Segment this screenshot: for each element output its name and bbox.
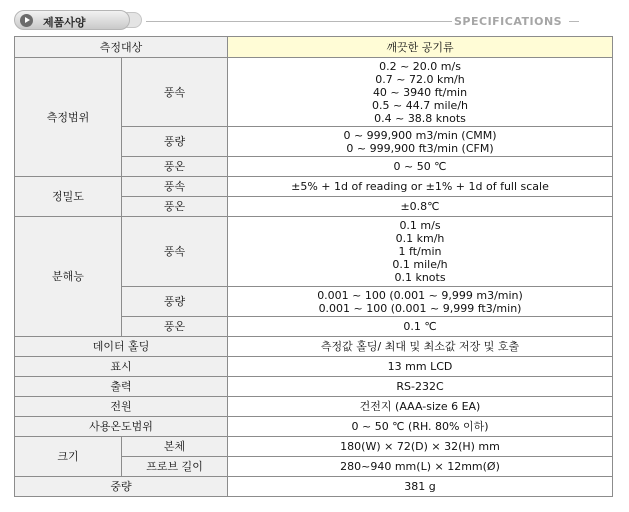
table-row: [15, 477, 613, 497]
value-line: 0.5 ~ 44.7 mile/h: [372, 98, 468, 112]
value-line: 0.7 ~ 72.0 km/h: [375, 72, 465, 86]
spec-table: [14, 36, 613, 497]
output-value: RS-232C: [228, 377, 613, 397]
resolution-label: 분해능: [15, 217, 122, 337]
resolution-wind-speed-label: 풍속: [122, 217, 228, 287]
size-body-value: 180(W) × 72(D) × 32(H) mm: [228, 437, 613, 457]
value-line: 0 ~ 999,900 ft3/min (CFM): [346, 141, 494, 155]
display-value: 13 mm LCD: [228, 357, 613, 377]
size-probe-value: 280~940 mm(L) × 12mm(Ø): [228, 457, 613, 477]
header-divider-end: [569, 21, 579, 22]
table-row: [15, 437, 613, 457]
target-value: 깨끗한 공기류: [228, 37, 613, 58]
output-label: 출력: [15, 377, 228, 397]
tab-product-spec[interactable]: [14, 10, 130, 30]
arrow-right-icon: [20, 14, 33, 27]
range-air-flow-label: 풍량: [122, 127, 228, 157]
range-temperature-label: 풍온: [122, 157, 228, 177]
value-line: 0.2 ~ 20.0 m/s: [379, 59, 461, 73]
table-row: [15, 37, 613, 58]
value-line: 0.001 ~ 100 (0.001 ~ 9,999 ft3/min): [318, 301, 522, 315]
operating-temp-value: 0 ~ 50 ℃ (RH. 80% 이하): [228, 417, 613, 437]
resolution-air-flow-value: [228, 287, 613, 317]
size-probe-label: 프로브 길이: [122, 457, 228, 477]
accuracy-temperature-value: ±0.8℃: [228, 197, 613, 217]
tab-label: 제품사양: [43, 16, 86, 29]
section-title: SPECIFICATIONS: [454, 15, 563, 28]
accuracy-label: 정밀도: [15, 177, 122, 217]
range-label: 측정범위: [15, 58, 122, 177]
size-label: 크기: [15, 437, 122, 477]
value-line: 0.1 knots: [394, 271, 446, 284]
table-row: [15, 177, 613, 197]
resolution-temperature-value: 0.1 ℃: [228, 317, 613, 337]
weight-value: 381 g: [228, 477, 613, 497]
value-line: 1 ft/min: [398, 245, 442, 258]
table-row: [15, 377, 613, 397]
display-label: 표시: [15, 357, 228, 377]
table-row: [15, 58, 613, 127]
table-row: [15, 397, 613, 417]
header-divider: [146, 21, 452, 22]
range-wind-speed-label: 풍속: [122, 58, 228, 127]
range-temperature-value: 0 ~ 50 ℃: [228, 157, 613, 177]
value-line: 0.4 ~ 38.8 knots: [374, 111, 466, 125]
value-line: 0.001 ~ 100 (0.001 ~ 9,999 m3/min): [317, 288, 523, 302]
value-line: 0.1 m/s: [399, 219, 441, 232]
resolution-air-flow-label: 풍량: [122, 287, 228, 317]
data-hold-value: 측정값 홀딩/ 최대 및 최소값 저장 및 호출: [228, 337, 613, 357]
resolution-temperature-label: 풍온: [122, 317, 228, 337]
data-hold-label: 데이터 홀딩: [15, 337, 228, 357]
table-row: [15, 417, 613, 437]
weight-label: 중량: [15, 477, 228, 497]
range-wind-speed-value: [228, 58, 613, 127]
value-line: 0.1 km/h: [395, 232, 445, 245]
power-value: 건전지 (AAA-size 6 EA): [228, 397, 613, 417]
value-line: 0.1 mile/h: [392, 258, 448, 271]
accuracy-wind-speed-value: ±5% + 1d of reading or ±1% + 1d of full scale: [228, 177, 613, 197]
range-air-flow-value: [228, 127, 613, 157]
power-label: 전원: [15, 397, 228, 417]
table-row: [15, 217, 613, 287]
accuracy-temperature-label: 풍온: [122, 197, 228, 217]
size-body-label: 본체: [122, 437, 228, 457]
resolution-wind-speed-value: [228, 217, 613, 287]
value-line: 40 ~ 3940 ft/min: [372, 85, 468, 99]
operating-temp-label: 사용온도범위: [15, 417, 228, 437]
value-line: 0 ~ 999,900 m3/min (CMM): [343, 128, 497, 142]
section-header: [14, 10, 614, 32]
accuracy-wind-speed-label: 풍속: [122, 177, 228, 197]
target-label: 측정대상: [15, 37, 228, 58]
table-row: [15, 357, 613, 377]
table-row: [15, 337, 613, 357]
